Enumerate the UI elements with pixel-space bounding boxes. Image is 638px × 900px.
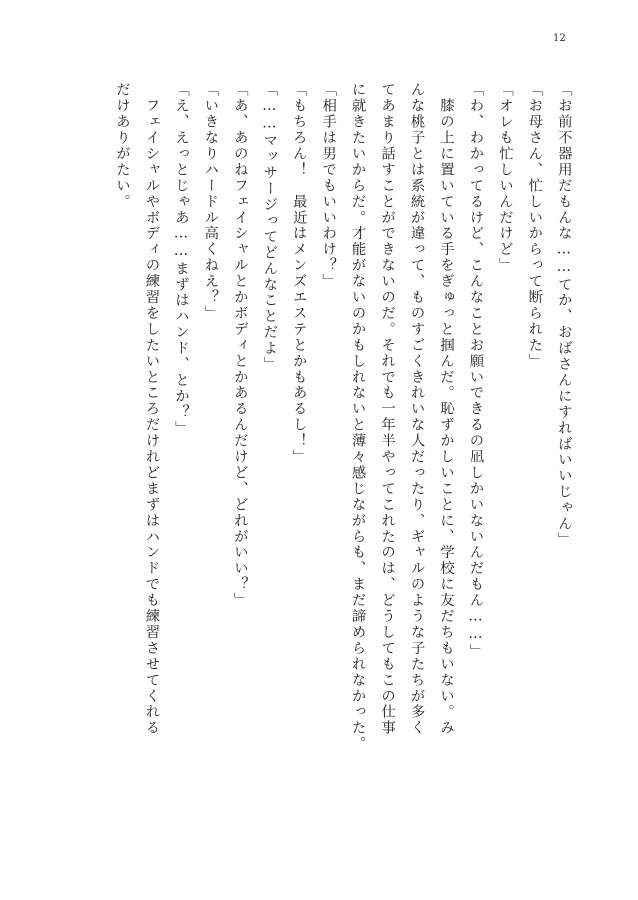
text-column: フェイシャルやボディの練習をしたいところだけれどまずはハンドでも練習させてくれる	[143, 82, 160, 736]
text-column: 「お母さん、忙しいからって断られた」	[526, 82, 543, 370]
body-text	[112, 82, 574, 850]
text-column: 「相手は男でもいいわけ？」	[320, 82, 337, 290]
text-column: 「オレも忙しいんだけど」	[496, 82, 513, 274]
text-column: 膝の上に置いている手をぎゅっと掴んだ。恥ずかしいことに、学校に友だちもいない。み	[437, 82, 454, 736]
text-column: 「お前不器用だもんな……てか、おばさんにすればいいじゃん」	[555, 82, 572, 548]
text-column: 「え、えっとじゃあ……まずはハンド、とか？」	[172, 82, 189, 437]
text-column: 「いきなりハードル高くねえ？」	[202, 82, 219, 322]
text-column: に就きたいからだ。才能がないのかもしれないと薄々感じながらも、まだ諦められなかった。	[349, 82, 366, 752]
text-column: 「わ、わかってるけど、こんなことお願いできるの凪しかいないんだもん……」	[467, 82, 484, 660]
text-column: 「あ、あのねフェイシャルとかボディとかあるんだけど、どれがいい？」	[231, 82, 248, 609]
text-column: てあまり話すことができないのだ。それでも一年半やってこれたのは、どうしてもこの仕事	[379, 82, 396, 736]
text-column: 「もちろん！ 最近はメンズエステとかもあるし！」	[290, 82, 307, 465]
page-number: 12	[553, 33, 566, 44]
text-column: だけありがたい。	[114, 82, 130, 210]
text-column: 「……マッサージってどんなことだよ」	[261, 82, 278, 373]
text-column: んな桃子とは系統が違って、ものすごくきれいな人だったり、ギャルのような子たちが多く	[408, 82, 425, 736]
